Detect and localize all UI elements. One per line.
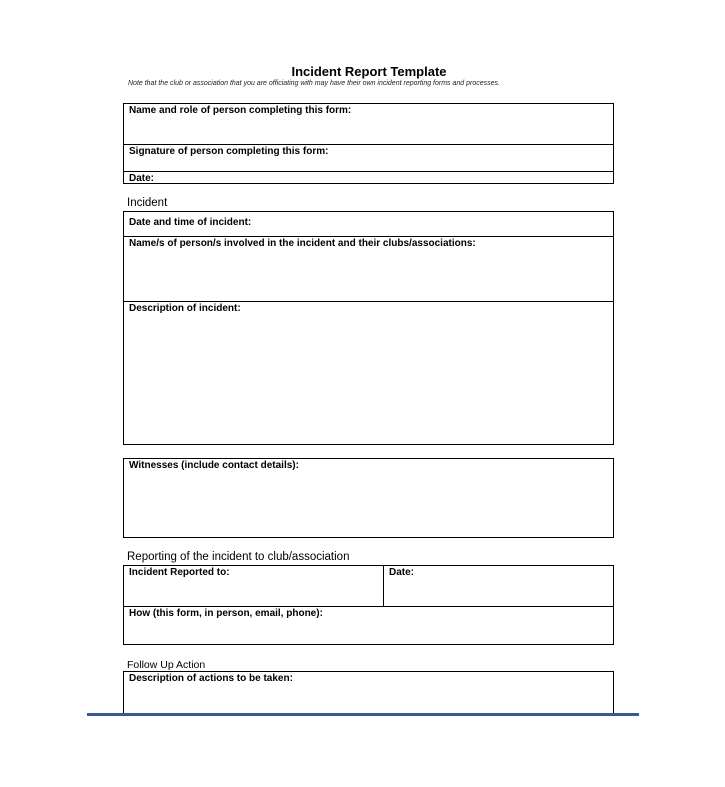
actions-label: Description of actions to be taken:: [129, 673, 293, 684]
how-field[interactable]: [124, 606, 613, 645]
description-label: Description of incident:: [129, 303, 241, 314]
page-title: Incident Report Template: [291, 64, 447, 79]
signature-label: Signature of person completing this form:: [129, 146, 329, 157]
incident-section: [123, 211, 614, 445]
completer-date-field[interactable]: [124, 171, 613, 184]
name-role-field[interactable]: [124, 104, 613, 144]
witnesses-label: Witnesses (include contact details):: [129, 460, 299, 471]
reporting-date-field[interactable]: [383, 566, 613, 606]
name-role-label: Name and role of person completing this form:: [129, 105, 352, 116]
reporting-section: [123, 565, 614, 645]
follow-up-section: [123, 671, 614, 715]
witnesses-field[interactable]: [124, 459, 613, 537]
witnesses-section: [123, 458, 614, 538]
follow-up-heading: Follow Up Action: [127, 659, 206, 671]
reported-to-label: Incident Reported to:: [129, 567, 230, 578]
how-label: How (this form, in person, email, phone):: [129, 608, 323, 619]
completer-date-label: Date:: [129, 173, 155, 184]
incident-heading: Incident: [127, 197, 168, 209]
reported-to-field[interactable]: [124, 566, 383, 606]
description-field[interactable]: [124, 301, 613, 445]
persons-involved-label: Name/s of person/s involved in the incident and their clubs/associations:: [129, 238, 476, 249]
date-time-field[interactable]: [124, 212, 613, 236]
date-time-label: Date and time of incident:: [129, 217, 252, 228]
signature-field[interactable]: [124, 144, 613, 171]
reporting-heading: Reporting of the incident to club/association: [127, 551, 350, 563]
persons-involved-field[interactable]: [124, 236, 613, 301]
reported-row: [124, 566, 613, 606]
footer-rule: [87, 713, 639, 716]
reporting-date-label: Date:: [389, 567, 415, 578]
completer-section: [123, 103, 614, 184]
page-note: Note that the club or association that you are officiating with may have their own incident reporting forms and processes.: [128, 80, 500, 87]
actions-field[interactable]: [124, 672, 613, 715]
